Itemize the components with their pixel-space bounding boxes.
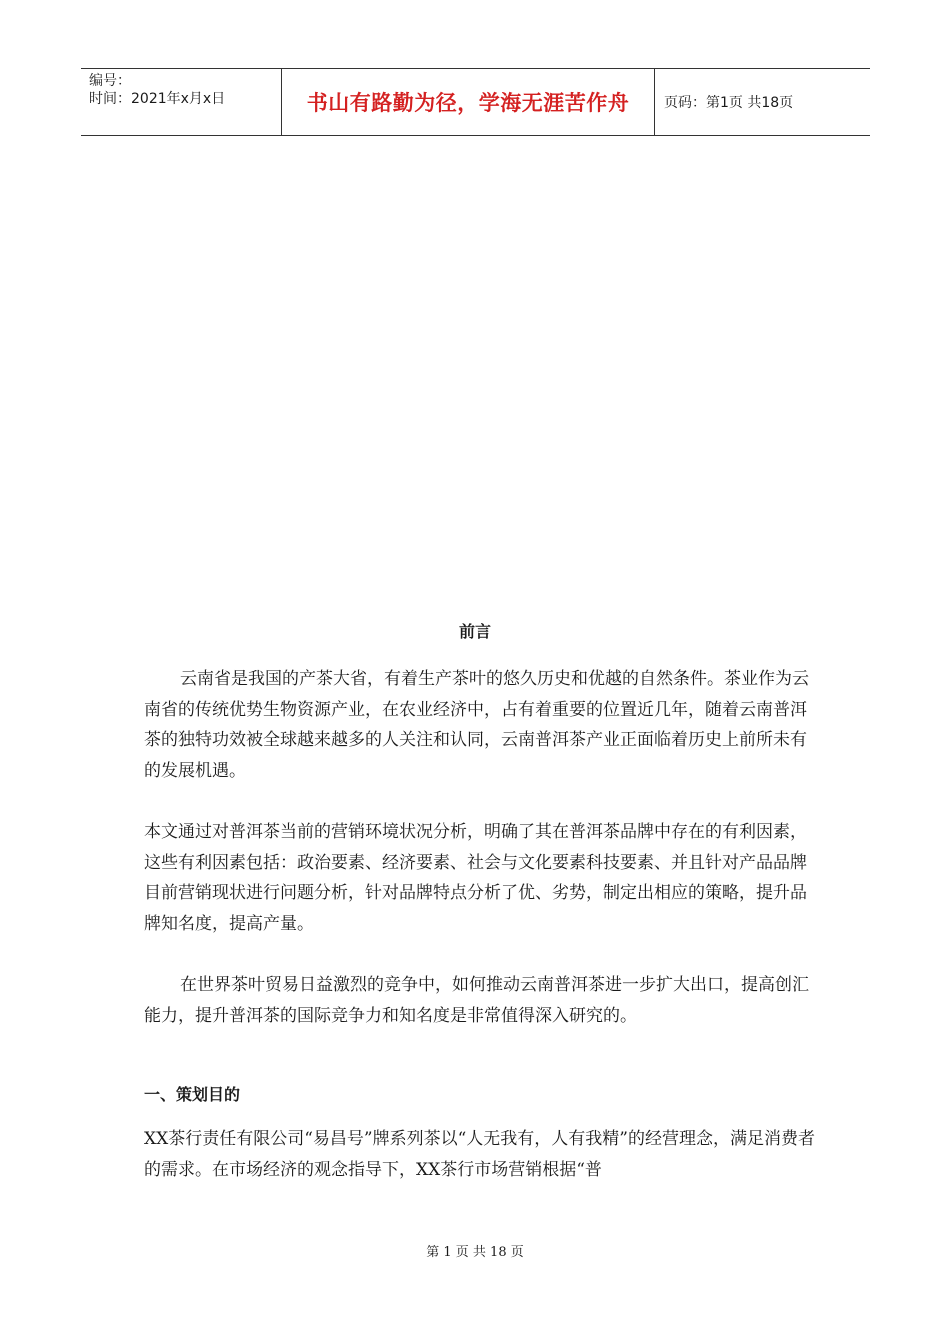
preface-paragraph-3: 在世界茶叶贸易日益激烈的竞争中，如何推动云南普洱茶进一步扩大出口，提高创汇能力，提升普洱茶的国际竞争力和知名度是非常值得深入研究的。 (144, 975, 809, 1026)
header-motto: 书山有路勤为径，学海无涯苦作舟 (281, 69, 655, 135)
preface-title: 前言 (458, 622, 491, 641)
preface-paragraph-1: 云南省是我国的产茶大省，有着生产茶叶的悠久历史和优越的自然条件。茶业作为云南省的传统优势生物资源产业，在农业经济中，占有着重要的位置近几年，随着云南普洱茶的独特功效被全球越来越多的人关注和认同，云南普洱茶产业正面临着历史上前所未有的发展机遇。 (144, 669, 809, 781)
header-time-label: 时间：2021年x月x日 (89, 91, 226, 107)
header-number-label: 编号： (89, 73, 131, 89)
header-page-info: 页码：第1页 共18页 (664, 95, 794, 111)
header-meta (81, 69, 281, 135)
section-heading-purpose: 一、策划目的 (144, 1085, 241, 1104)
document-header (81, 68, 870, 136)
section-purpose-paragraph: XX茶行责任有限公司“易昌号”牌系列茶以“人无我有，人有我精”的经营理念，满足消费者的需求。在市场经济的观念指导下，XX茶行市场营销根据“普 (144, 1129, 815, 1180)
preface-paragraph-2: 本文通过对普洱茶当前的营销环境状况分析，明确了其在普洱茶品牌中存在的有利因素，这些有利因素包括：政治要素、经济要素、社会与文化要素科技要素、并且针对产品品牌目前营销现状进行问题分析，针对品牌特点分析了优、劣势，制定出相应的策略，提升品牌知名度，提高产量。 (144, 822, 807, 934)
page-footer: 第 1 页 共 18 页 (426, 1245, 524, 1260)
